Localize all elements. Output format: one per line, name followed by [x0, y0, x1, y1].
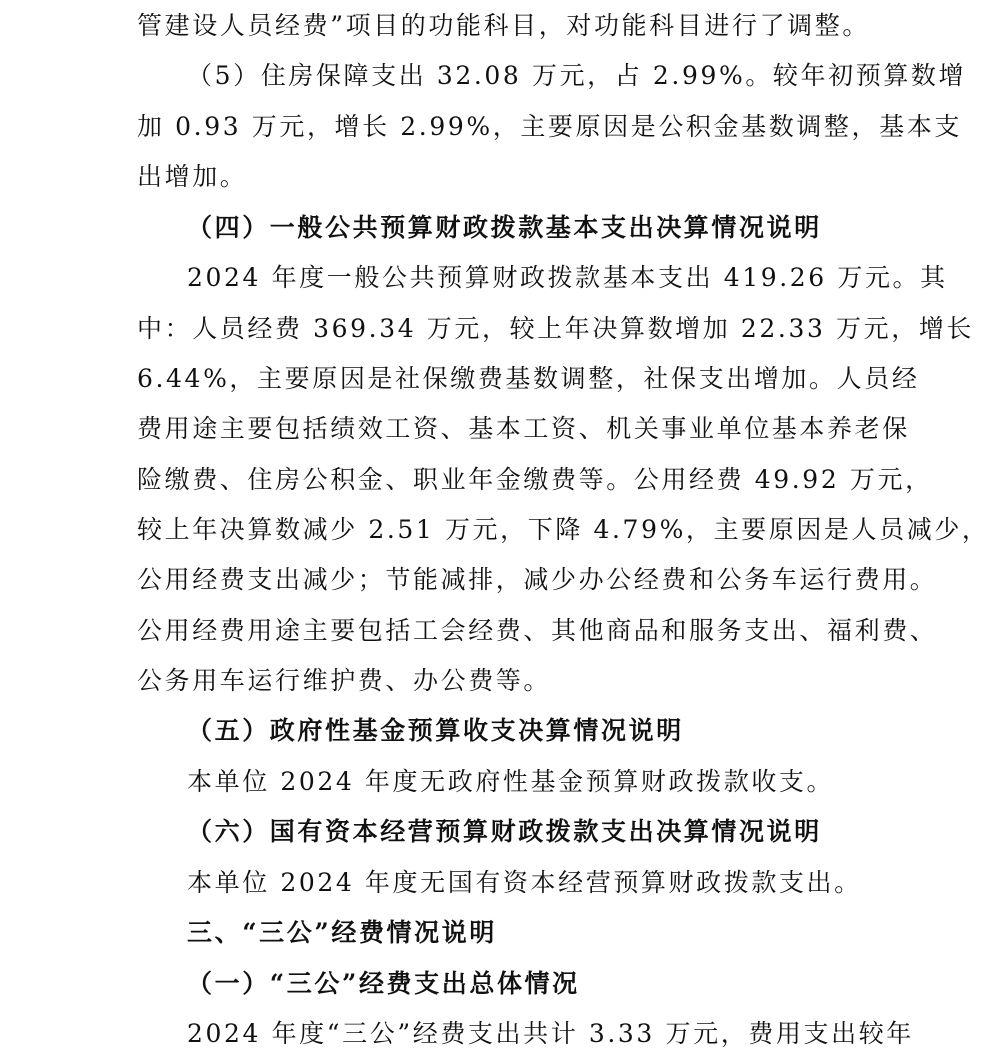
paragraph-line: （5）住房保障支出 32.08 万元，占 2.99%。较年初预算数增: [187, 61, 967, 90]
paragraph-line: 本单位 2024 年度无政府性基金预算财政拨款收支。: [187, 767, 835, 796]
paragraph-line: 出增加。: [137, 162, 248, 191]
paragraph-line: 公用经费支出减少；节能减排，减少办公经费和公务车运行费用。: [137, 565, 938, 594]
paragraph-line: 本单位 2024 年度无国有资本经营预算财政拨款支出。: [187, 868, 862, 897]
paragraph-line: 加 0.93 万元，增长 2.99%，主要原因是公积金基数调整，基本支: [137, 112, 962, 141]
paragraph-line: 2024 年度一般公共预算财政拨款基本支出 419.26 万元。其: [187, 263, 948, 292]
section-heading: （一）“三公”经费支出总体情况: [187, 969, 580, 998]
paragraph-line: 公用经费用途主要包括工会经费、其他商品和服务支出、福利费、: [137, 616, 938, 645]
paragraph-line: 管建设人员经费”项目的功能科目，对功能科目进行了调整。: [137, 11, 870, 40]
paragraph-line: 费用途主要包括绩效工资、基本工资、机关事业单位基本养老保: [137, 414, 910, 443]
section-heading: （四）一般公共预算财政拨款基本支出决算情况说明: [187, 213, 822, 242]
paragraph-line: 险缴费、住房公积金、职业年金缴费等。公用经费 49.92 万元，: [137, 465, 933, 494]
paragraph-line: 6.44%，主要原因是社保缴费基数调整，社保支出增加。人员经: [137, 364, 920, 393]
section-heading: （五）政府性基金预算收支决算情况说明: [187, 716, 684, 745]
paragraph-line: 较上年决算数减少 2.51 万元，下降 4.79%，主要原因是人员减少，: [137, 515, 990, 544]
paragraph-line: 公务用车运行维护费、办公费等。: [137, 666, 552, 695]
paragraph-line: 2024 年度“三公”经费支出共计 3.33 万元，费用支出较年: [187, 1019, 914, 1048]
paragraph-line: 中：人员经费 369.34 万元，较上年决算数增加 22.33 万元，增长: [137, 314, 975, 343]
section-heading: （六）国有资本经营预算财政拨款支出决算情况说明: [187, 817, 822, 846]
chapter-heading: 三、“三公”经费情况说明: [187, 918, 497, 947]
